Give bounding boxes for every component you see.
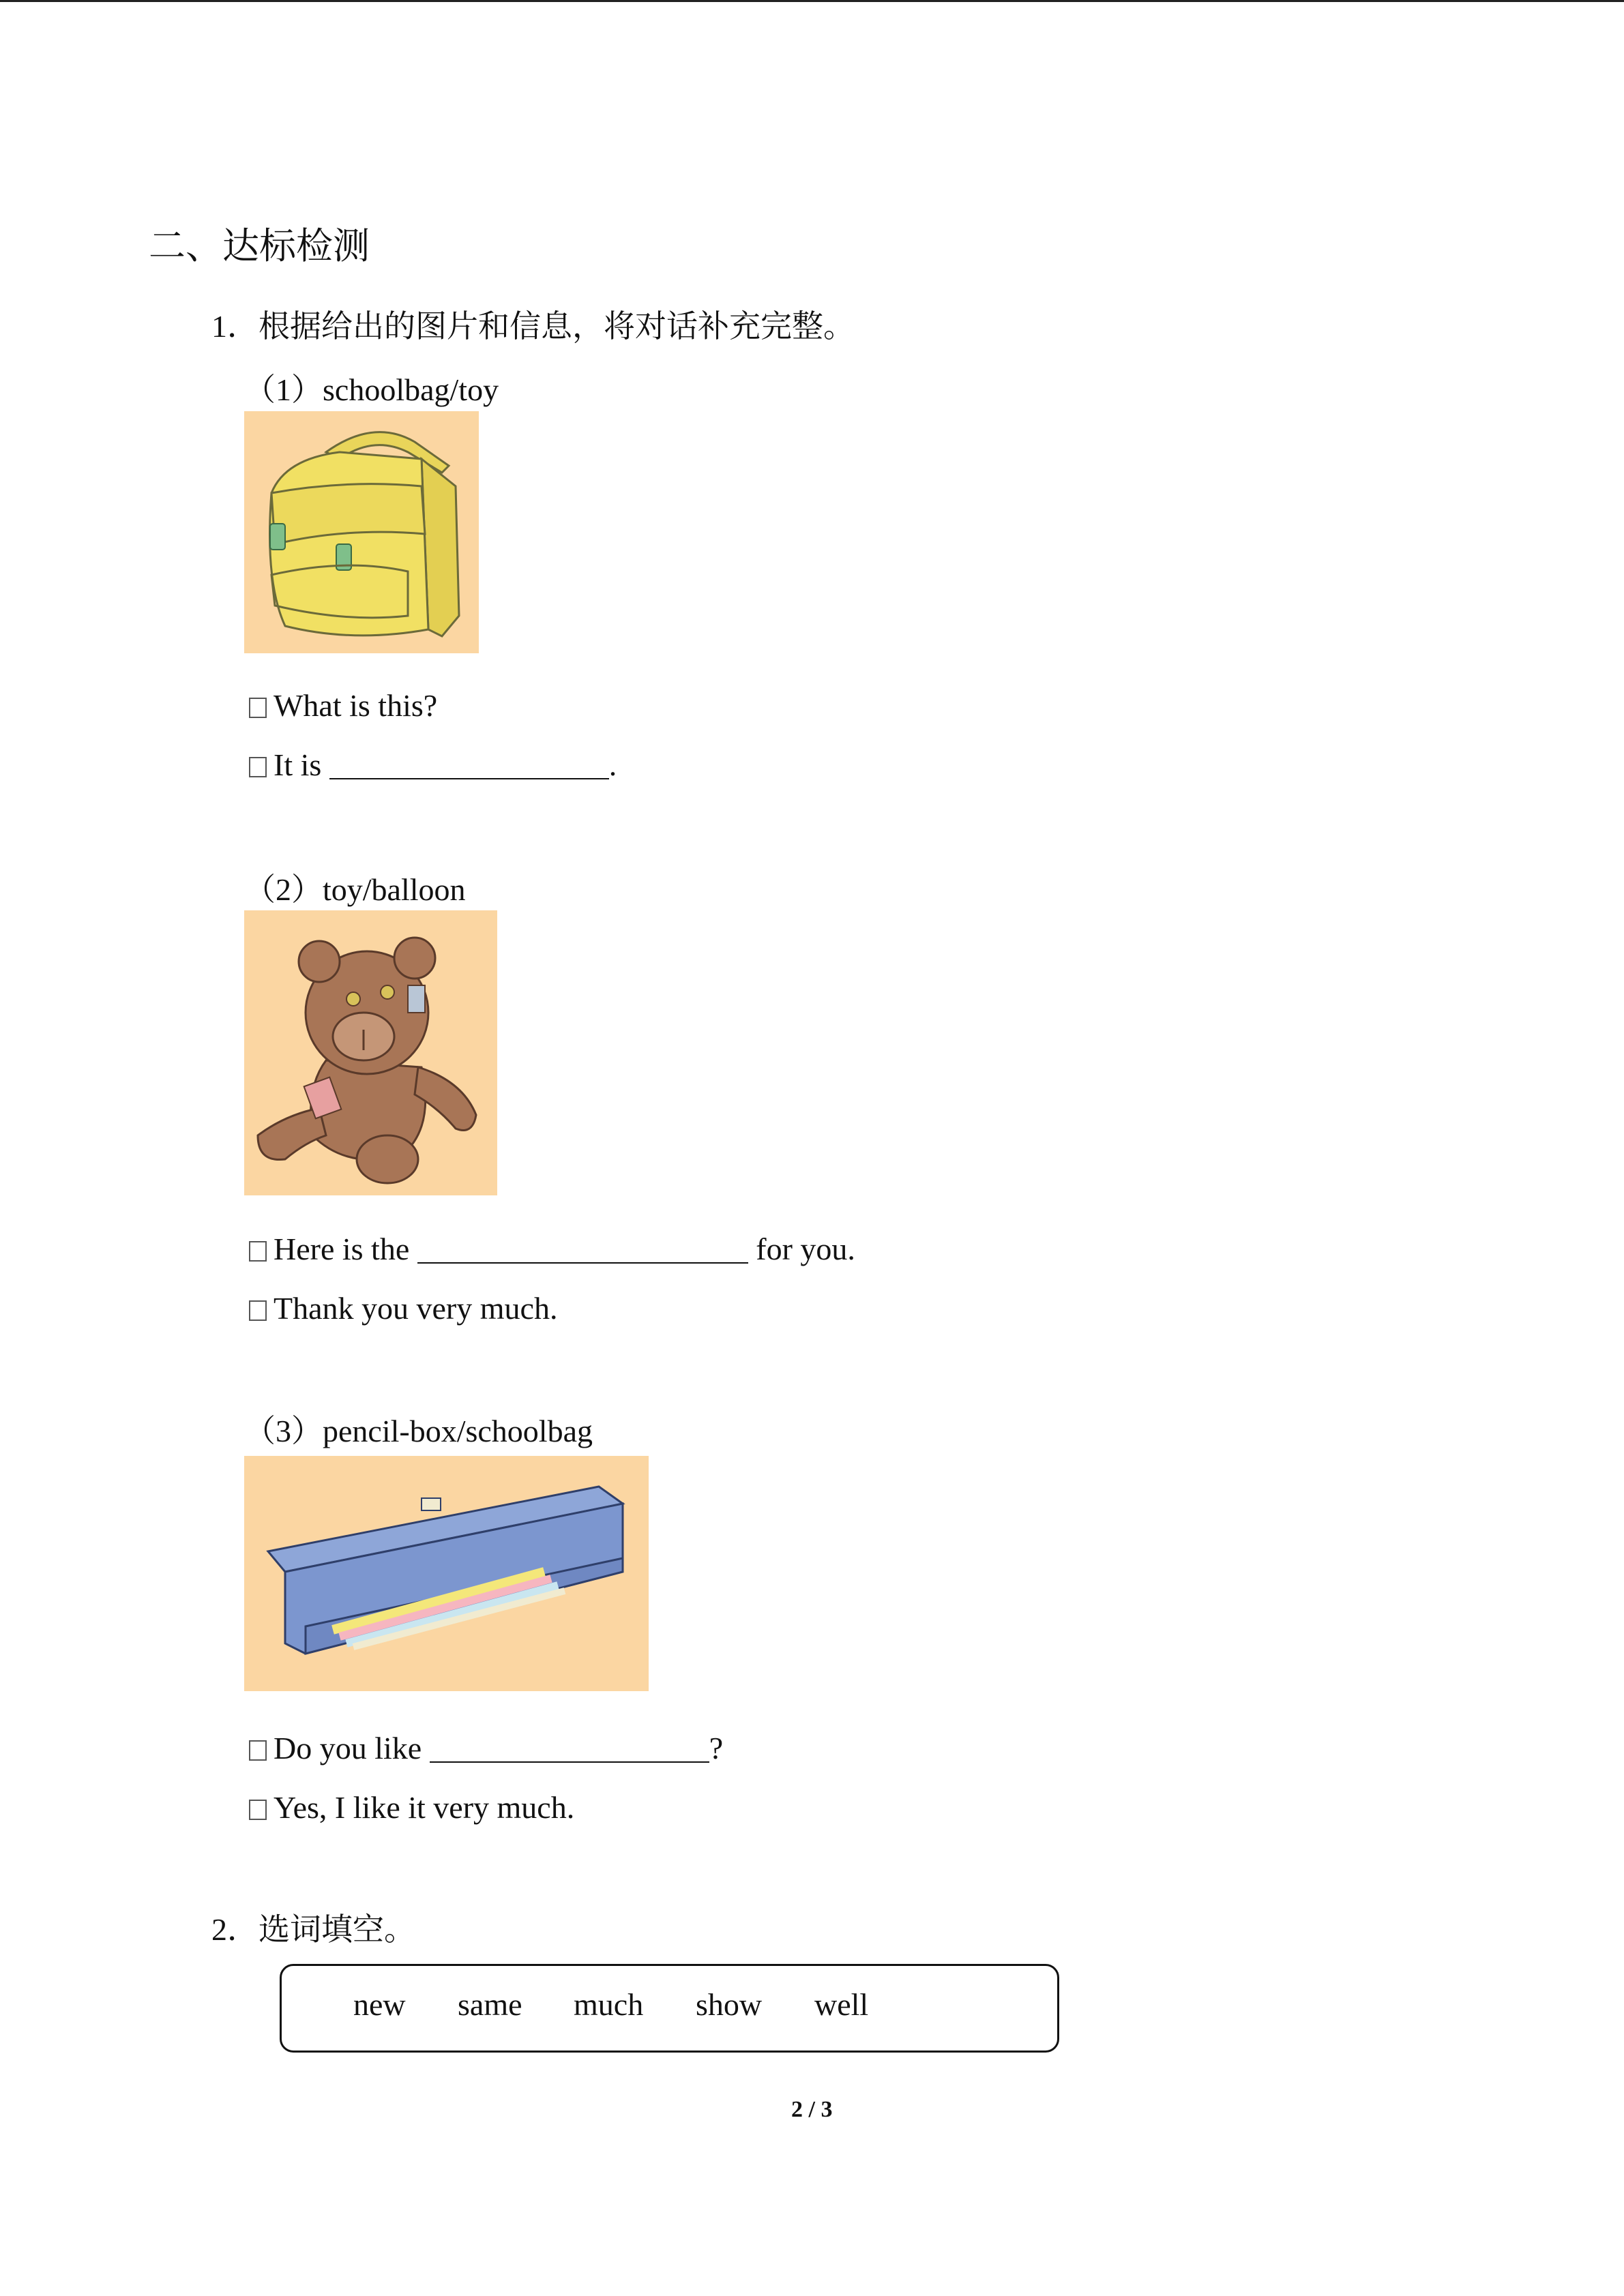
question-2-instruction: 选词填空。 [259,1912,415,1947]
blank-3[interactable] [430,1761,709,1763]
answer-box-2a[interactable] [249,1241,267,1262]
item-3-line-2 [249,1789,574,1825]
page-number: 2 / 3 [791,2097,833,2122]
word-much: much [574,1987,644,2022]
word-bank-box [280,1964,1059,2053]
item-2-sentence-prefix: Here is the [274,1232,417,1266]
teddy-bear-image [244,910,497,1195]
answer-box-1b[interactable] [249,757,267,777]
item-2-sentence-suffix: for you. [748,1232,855,1266]
item-3-question-suffix: ? [709,1731,724,1765]
item-1-label: （1）schoolbag/toy [244,372,499,407]
item-2-reply-text: Thank you very much. [274,1291,558,1326]
question-1-instruction: 根据给出的图片和信息，将对话补充完整。 [259,309,855,344]
schoolbag-image [244,411,479,653]
item-3-question-prefix: Do you like [274,1731,430,1765]
answer-box-1a[interactable] [249,698,267,718]
item-3-line-1 [249,1730,723,1766]
answer-box-2b[interactable] [249,1300,267,1321]
teddy-bear-icon [244,910,497,1195]
schoolbag-icon [244,411,479,653]
blank-2[interactable] [417,1262,748,1264]
question-2-number: 2． [211,1912,259,1947]
question-2 [211,1905,415,1950]
item-3-reply-text: Yes, I like it very much. [274,1790,575,1825]
answer-box-3a[interactable] [249,1740,267,1761]
word-new: new [353,1987,406,2022]
item-1-line-1 [249,687,437,724]
pencil-box-icon [244,1456,649,1691]
item-2-line-1 [249,1231,855,1267]
blank-1[interactable] [329,777,609,779]
top-border [0,0,1624,2]
item-1-line-2 [249,747,617,783]
item-1-question-text: What is this? [274,688,438,723]
item-3-label: （3）pencil-box/schoolbag [244,1414,593,1448]
item-2-line-2 [249,1290,557,1326]
answer-box-3b[interactable] [249,1800,267,1820]
item-1-answer-prefix: It is [274,747,329,782]
question-1-number: 1． [211,309,259,344]
section-title: 二、达标检测 [149,226,370,267]
item-2-label: （2）toy/balloon [244,872,466,907]
question-1 [211,301,855,346]
word-well: well [814,1987,869,2022]
word-same: same [458,1987,522,2022]
pencil-box-image [244,1456,649,1691]
word-show: show [696,1987,763,2022]
item-1-answer-suffix: . [608,747,617,782]
